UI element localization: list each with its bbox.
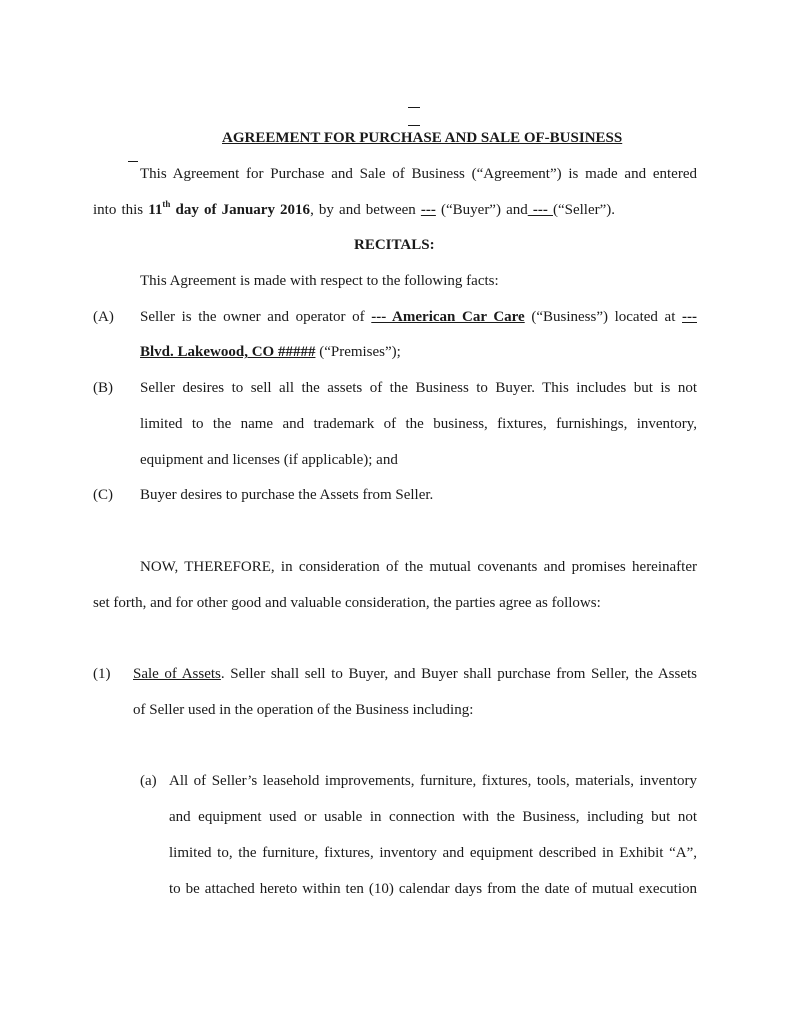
recital-a-line-2: Blvd. Lakewood, CO ##### (“Premises”);: [140, 344, 401, 360]
edit-mark: [408, 107, 420, 108]
recital-c-line-1: Buyer desires to purchase the Assets from Seller.: [140, 487, 434, 503]
seller-name-blank: ---: [527, 202, 553, 218]
recital-a-line-1: Seller is the owner and operator of --- American Car Care (“Business”) located at ---: [140, 309, 697, 325]
subsection-a-line-2: and equipment used or usable in connection with the Business, including but not: [169, 809, 697, 825]
section-1-line-2: of Seller used in the operation of the Business including:: [133, 702, 474, 718]
intro-line-1: This Agreement for Purchase and Sale of Business (“Agreement”) is made and entered: [140, 166, 697, 182]
recital-a-label: (A): [93, 309, 114, 325]
subsection-a-label: (a): [140, 773, 157, 789]
address-start: ---: [682, 309, 697, 325]
buyer-name-blank: ---: [420, 202, 436, 218]
edit-mark: [408, 125, 420, 126]
section-1-label: (1): [93, 666, 111, 682]
recital-b-line-2: limited to the name and trademark of the business, fixtures, furnishings, inventory,: [140, 416, 697, 432]
document-title: AGREEMENT FOR PURCHASE AND SALE OF-BUSINESS: [222, 130, 623, 146]
agreement-date: 11th day of January 2016: [148, 199, 311, 218]
edit-mark: [128, 161, 138, 162]
now-therefore-line-2: set forth, and for other good and valuable consideration, the parties agree as follows:: [93, 595, 601, 611]
recitals-lead: This Agreement is made with respect to the following facts:: [140, 273, 499, 289]
recital-b-label: (B): [93, 380, 113, 396]
recital-b-line-3: equipment and licenses (if applicable); and: [140, 452, 398, 468]
business-name: --- American Car Care: [371, 309, 525, 325]
recital-c-label: (C): [93, 487, 113, 503]
intro-line-2: into this 11th day of January 2016, by and between --- (“Buyer”) and --- (“Seller”).: [93, 199, 615, 218]
subsection-a-line-4: to be attached hereto within ten (10) calendar days from the date of mutual execution: [169, 881, 697, 897]
recitals-heading: RECITALS:: [354, 237, 435, 253]
recital-b-line-1: Seller desires to sell all the assets of the Business to Buyer. This includes but is not: [140, 380, 697, 396]
now-therefore-line-1: NOW, THEREFORE, in consideration of the mutual covenants and promises hereinafter: [140, 559, 697, 575]
section-1-heading: Sale of Assets: [133, 666, 221, 682]
subsection-a-line-1: All of Seller’s leasehold improvements, furniture, fixtures, tools, materials, inventory: [169, 773, 697, 789]
section-1-line-1: Sale of Assets. Seller shall sell to Buyer, and Buyer shall purchase from Seller, the Assets: [133, 666, 697, 682]
subsection-a-line-3: limited to, the furniture, fixtures, inventory and equipment described in Exhibit “A”,: [169, 845, 697, 861]
premises-address: Blvd. Lakewood, CO #####: [140, 344, 316, 360]
